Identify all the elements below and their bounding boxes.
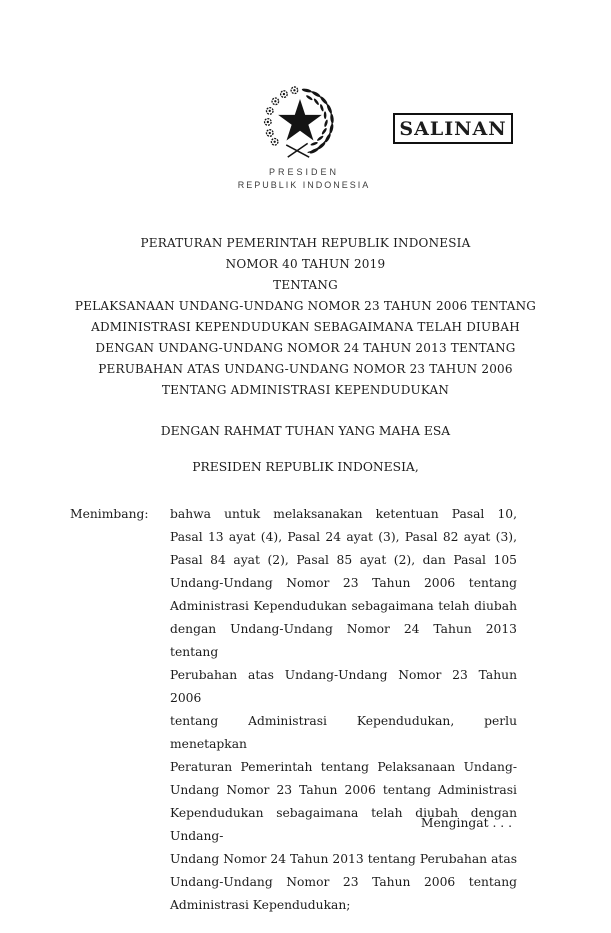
letterhead-presiden: PRESIDEN xyxy=(268,167,339,177)
authority-line: PRESIDEN REPUBLIK INDONESIA, xyxy=(192,460,419,474)
title-line: DENGAN UNDANG-UNDANG NOMOR 24 TAHUN 2013 TENTANG xyxy=(95,341,516,355)
title-line: TENTANG xyxy=(273,278,338,292)
paragraph-line: bahwa untuk melaksanakan ketentuan Pasal 10, xyxy=(170,507,517,521)
page-continuation-marker: Mengingat . . . xyxy=(420,816,512,830)
paragraph-line: Undang-Undang Nomor 23 Tahun 2006 tentang xyxy=(170,875,517,889)
title-line: PERATURAN PEMERINTAH REPUBLIK INDONESIA xyxy=(140,236,471,250)
salinan-stamp xyxy=(393,113,513,144)
paragraph-line: Peraturan Pemerintah tentang Pelaksanaan Undang- xyxy=(170,760,517,774)
paragraph-line: Pasal 13 ayat (4), Pasal 24 ayat (3), Pasal 82 ayat (3), xyxy=(170,530,517,544)
paragraph-line: tentang Administrasi Kependudukan, perlu menetapkan xyxy=(170,714,517,751)
paragraph-line: Undang-Undang Nomor 23 Tahun 2006 tentang xyxy=(170,576,517,590)
title-line: ADMINISTRASI KEPENDUDUKAN SEBAGAIMANA TELAH DIUBAH xyxy=(91,320,520,334)
paragraph-line: Perubahan atas Undang-Undang Nomor 23 Tahun 2006 xyxy=(170,668,517,705)
regulation-title xyxy=(30,233,581,401)
considerations-paragraph xyxy=(170,503,517,917)
presidential-seal-icon xyxy=(251,78,349,172)
paragraph-line: Undang Nomor 24 Tahun 2013 tentang Perubahan atas xyxy=(170,852,517,866)
letterhead xyxy=(179,167,429,190)
title-line: TENTANG ADMINISTRASI KEPENDUDUKAN xyxy=(161,383,450,397)
paragraph-line: Administrasi Kependudukan; xyxy=(170,898,351,912)
motto-line: DENGAN RAHMAT TUHAN YANG MAHA ESA xyxy=(160,424,451,438)
considerations-section xyxy=(70,503,517,917)
paragraph-line: Undang Nomor 23 Tahun 2006 tentang Administrasi xyxy=(170,783,517,797)
paragraph-line: Pasal 84 ayat (2), Pasal 85 ayat (2), dan Pasal 105 xyxy=(170,553,517,567)
salinan-stamp-label: SALINAN xyxy=(399,117,507,140)
considerations-label: Menimbang: xyxy=(70,507,149,521)
title-line: PELAKSANAAN UNDANG-UNDANG NOMOR 23 TAHUN 2006 TENTANG xyxy=(74,299,537,313)
letterhead-republik-indonesia: REPUBLIK INDONESIA xyxy=(237,180,371,190)
paragraph-line: Kependudukan sebagaimana telah diubah dengan Undang- xyxy=(170,806,517,843)
paragraph-line: Administrasi Kependudukan sebagaimana telah diubah xyxy=(170,599,517,613)
title-line: NOMOR 40 TAHUN 2019 xyxy=(225,257,386,271)
title-line: PERUBAHAN ATAS UNDANG-UNDANG NOMOR 23 TAHUN 2006 xyxy=(98,362,513,376)
paragraph-line: dengan Undang-Undang Nomor 24 Tahun 2013 tentang xyxy=(170,622,517,659)
